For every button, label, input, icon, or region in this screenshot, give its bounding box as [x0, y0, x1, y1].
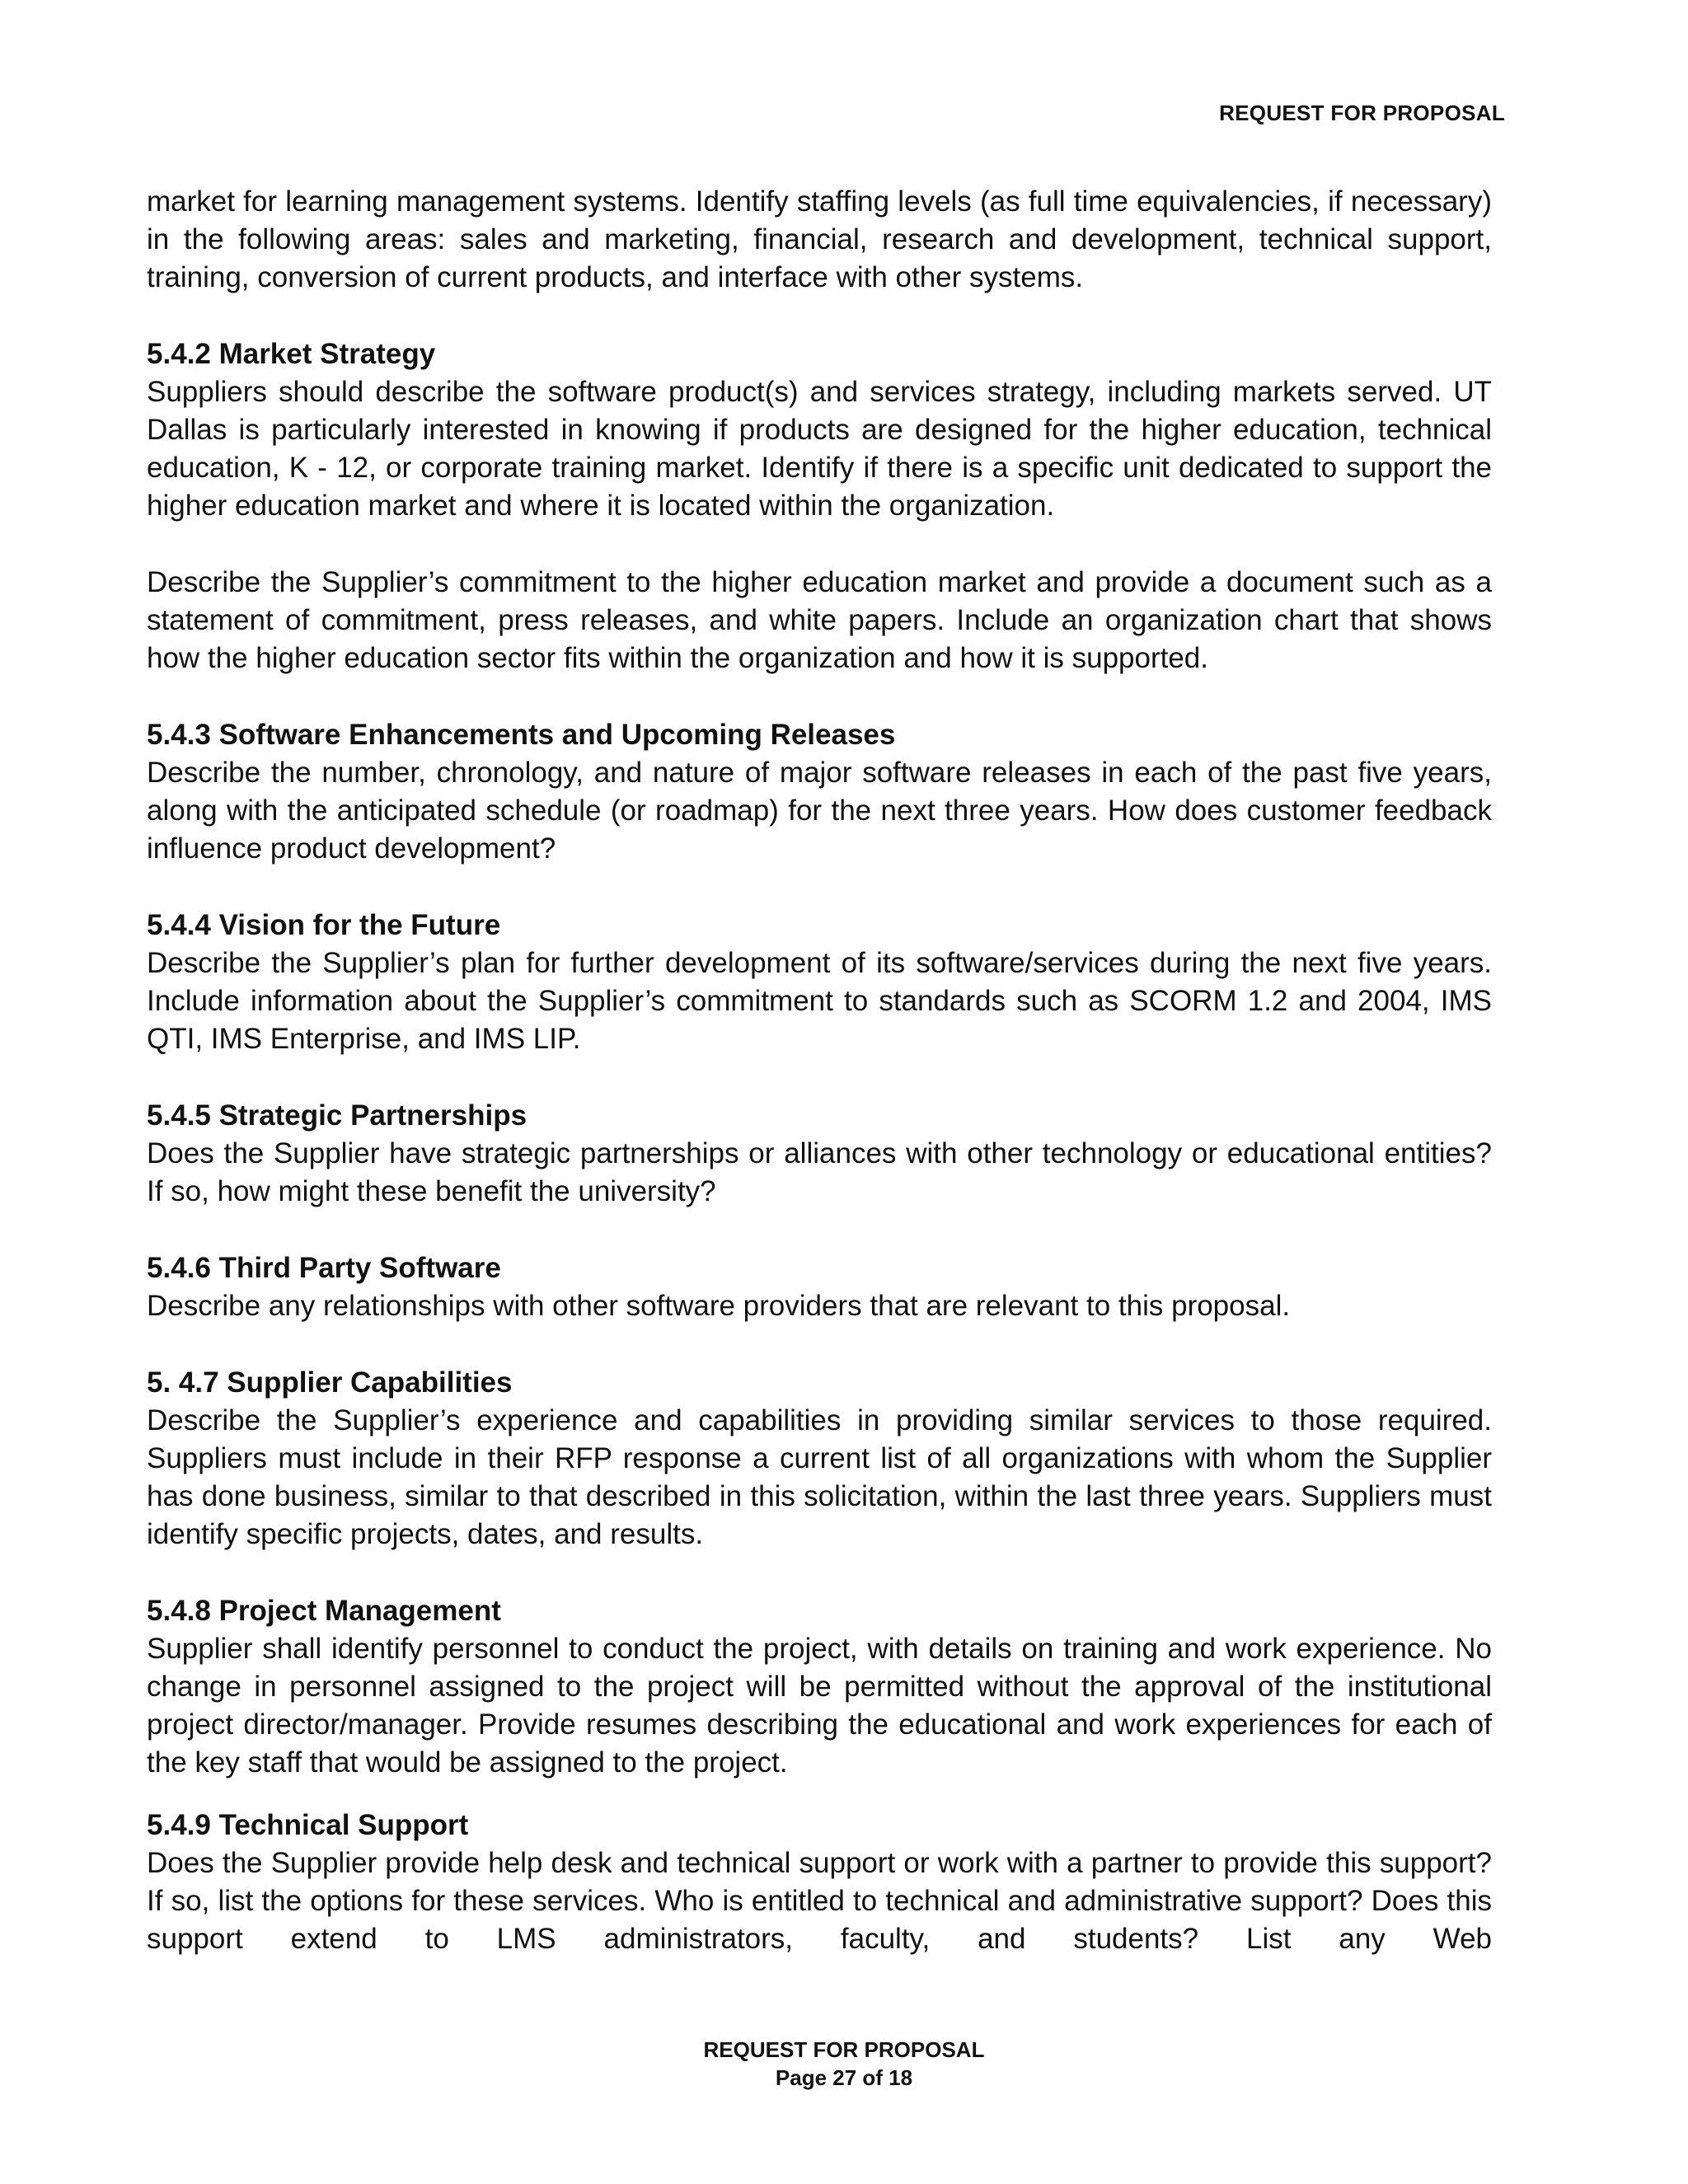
- section-software-enhancements: [147, 716, 1492, 868]
- section-heading: 5. 4.7 Supplier Capabilities: [147, 1366, 513, 1399]
- page-number: Page 27 of 18: [775, 2065, 913, 2090]
- section-supplier-capabilities: [147, 1364, 1492, 1554]
- section-paragraph: Supplier shall identify personnel to conduct the project, with details on training and work experience. No change in personnel assigned to the project will be permitted without the approval of the institutional project director/manager. Provide resumes describing the educational and work experiences for each of the key staff that would be assigned to the project.: [147, 1633, 1492, 1779]
- section-paragraph: Describe the number, chronology, and nature of major software releases in each of the past five years, along with the anticipated schedule (or roadmap) for the next three years. How does customer feedback influence product development?: [147, 757, 1492, 865]
- section-paragraph: Suppliers should describe the software product(s) and services strategy, including markets served. UT Dallas is particularly interested in knowing if products are designed for the higher education, technical education, K - 12, or corporate training market. Identify if there is a specific unit dedicated to support the higher education market and where it is located within the organization.: [147, 376, 1492, 522]
- section-heading: 5.4.2 Market Strategy: [147, 338, 436, 370]
- section-paragraph: Describe the Supplier’s commitment to the higher education market and provide a document such as a statement of commitment, press releases, and white papers. Include an organization chart that shows how the higher education sector fits within the organization and how it is supported.: [147, 566, 1492, 674]
- document-body: [147, 183, 1492, 1997]
- section-heading: 5.4.4 Vision for the Future: [147, 909, 501, 941]
- section-heading: 5.4.5 Strategic Partnerships: [147, 1099, 528, 1132]
- section-vision-future: [147, 907, 1492, 1058]
- footer-title: REQUEST FOR PROPOSAL: [703, 2037, 985, 2062]
- section-market-strategy: [147, 335, 1492, 677]
- section-paragraph: Describe the Supplier’s plan for further development of its software/services during the next five years. Include information about the Supplier’s commitment to standards such as SCORM 1.2 and 2004, IMS QTI, IMS Enterprise, and IMS LIP.: [147, 947, 1492, 1055]
- section-heading: 5.4.9 Technical Support: [147, 1809, 469, 1841]
- section-paragraph: Does the Supplier provide help desk and technical support or work with a partner to provide this support? If so, list the options for these services. Who is entitled to technical and administrative support? Does this support extend to LMS administrators, faculty, and students? List any Web: [147, 1847, 1492, 1955]
- section-paragraph: Does the Supplier have strategic partnerships or alliances with other technology or educational entities? If so, how might these benefit the university?: [147, 1137, 1492, 1207]
- section-technical-support: [147, 1807, 1492, 1958]
- section-paragraph: Describe any relationships with other software providers that are relevant to this proposal.: [147, 1290, 1291, 1322]
- page-header-title: REQUEST FOR PROPOSAL: [1219, 101, 1505, 125]
- intro-paragraph: market for learning management systems. Identify staffing levels (as full time equivalencies, if necessary) in the following areas: sales and marketing, financial, research and development, technical support, training, conversion of current products, and interface with other systems.: [147, 185, 1492, 293]
- section-heading: 5.4.3 Software Enhancements and Upcoming Releases: [147, 719, 896, 751]
- section-project-management: [147, 1592, 1492, 1782]
- section-third-party-software: [147, 1249, 1492, 1325]
- section-strategic-partnerships: [147, 1097, 1492, 1211]
- page-footer: [0, 2036, 1688, 2092]
- section-paragraph: Describe the Supplier’s experience and capabilities in providing similar services to those required. Suppliers must include in their RFP response a current list of all organizations with whom the Supplier has done business, similar to that described in this solicitation, within the last three years. Suppliers must identify specific projects, dates, and results.: [147, 1404, 1492, 1550]
- section-heading: 5.4.8 Project Management: [147, 1595, 501, 1627]
- section-heading: 5.4.6 Third Party Software: [147, 1252, 501, 1284]
